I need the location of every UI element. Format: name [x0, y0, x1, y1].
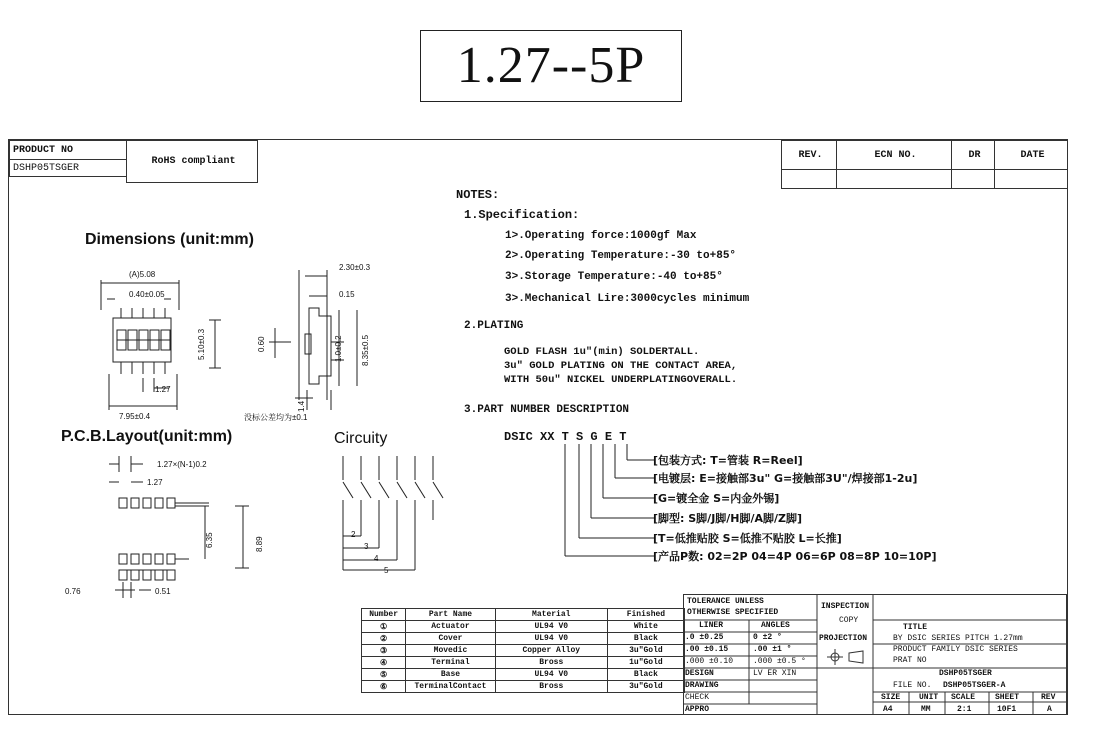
dimensions-drawing [69, 250, 369, 430]
bom-row [362, 681, 685, 693]
plating-line-3: WITH 50u" NICKEL UNDERPLATINGOVERALL. [504, 374, 738, 386]
rev-value-block: A [1047, 705, 1052, 714]
bom-finished: Black [607, 633, 684, 645]
part-title: 1.27--5P [420, 30, 682, 102]
size-value: A4 [883, 705, 893, 714]
dr-label: DR [951, 140, 995, 170]
pn-actuator-type: [T=低推贴胶 S=低推不贴胶 L=长推] [653, 532, 842, 545]
bom-number: ⑤ [362, 669, 406, 681]
dimensions-heading: Dimensions (unit:mm) [85, 231, 254, 248]
date-value [994, 169, 1068, 189]
rev-value [781, 169, 837, 189]
pcb-635-label: 6.35 [205, 532, 214, 548]
title-label: TITLE [903, 623, 928, 632]
scale-value: 2:1 [957, 705, 972, 714]
drawing-sheet [8, 139, 1068, 715]
bom-row [362, 633, 685, 645]
bom-row [362, 657, 685, 669]
unit-label: UNIT [919, 693, 939, 702]
dr-value [951, 169, 995, 189]
plating-title: 2.PLATING [464, 320, 524, 332]
title-line-2: PRODUCT FAMILY DSIC SERIES [893, 645, 1018, 654]
pcb-076-label: 0.76 [65, 587, 81, 596]
tolerance-liner-label: LINER [699, 621, 724, 630]
circ-5-label: 5 [384, 566, 389, 575]
prat-no-label: PRAT NO [893, 656, 927, 665]
bom-part-name: Cover [406, 633, 495, 645]
rev-label: REV. [781, 140, 837, 170]
bom-part-name: Actuator [406, 621, 495, 633]
dim-510-label: 5.10±0.3 [197, 328, 206, 360]
size-label: SIZE [881, 693, 901, 702]
bom-number: ④ [362, 657, 406, 669]
tolerance-angle-3: .000 ±0.5 ° [753, 657, 806, 666]
tolerance-angle-2: .00 ±1 ° [753, 645, 792, 654]
tolerance-angle-1: 0 ±2 ° [753, 633, 782, 642]
pn-pin-count: [产品P数: 02=2P 04=4P 06=6P 08=8P 10=10P] [653, 550, 937, 563]
bom-number: ⑥ [362, 681, 406, 693]
tolerance-title-2: OTHERWISE SPECIFIED [687, 608, 779, 617]
check-label: CHECK [685, 693, 710, 702]
circ-3-label: 3 [364, 542, 369, 551]
bom-finished: 1u"Gold [607, 657, 684, 669]
pcb-layout-drawing [59, 450, 259, 610]
pn-plating-layer: [电镀层: E=接触部3u" G=接触部3U"/焊接部1-2u] [653, 472, 918, 485]
pn-packaging: [包装方式: T=管装 R=Reel] [653, 454, 803, 467]
pn-pin-type: [脚型: S脚/J脚/H脚/A脚/Z脚] [653, 512, 803, 525]
bom-material: UL94 V0 [495, 621, 607, 633]
ecn-value [836, 169, 952, 189]
sheet-label: SHEET [995, 693, 1020, 702]
inspection-label: INSPECTION [821, 602, 870, 611]
sheet-value: 10F1 [997, 705, 1017, 714]
tolerance-liner-3: .000 ±0.10 [685, 657, 734, 666]
file-no-label: FILE NO. [893, 681, 932, 690]
inspection-copy: COPY [839, 616, 859, 625]
bom-table [361, 608, 685, 693]
unit-value: MM [921, 705, 931, 714]
dim-230-label: 2.30±0.3 [339, 263, 371, 272]
spec-item-2: 2>.Operating Temperature:-30 to+85° [505, 250, 737, 262]
dim-127-label: 1.27 [155, 385, 171, 394]
pcb-051-label: 0.51 [155, 587, 171, 596]
plating-line-1: GOLD FLASH 1u"(min) SOLDERTALL. [504, 346, 700, 358]
bom-header-row [362, 609, 685, 621]
bom-header-number: Number [362, 609, 406, 621]
bom-header-material: Material [495, 609, 607, 621]
product-no-value: DSHP05TSGER [9, 159, 127, 177]
bom-header-finished: Finished [607, 609, 684, 621]
appro-label: APPRO [685, 705, 710, 714]
bom-material: Copper Alloy [495, 645, 607, 657]
pcb-layout-heading: P.C.B.Layout(unit:mm) [61, 428, 233, 445]
dim-835-label: 8.35±0.5 [361, 334, 370, 366]
drawing-label: DRAWING [685, 681, 719, 690]
ecn-label: ECN NO. [836, 140, 952, 170]
notes-title: NOTES: [456, 188, 500, 202]
tolerance-liner-1: .0 ±0.25 [685, 633, 724, 642]
prat-no-value: DSHP05TSGER [939, 669, 992, 678]
bom-material: Bross [495, 681, 607, 693]
bom-row [362, 645, 685, 657]
dim-015-label: 0.15 [339, 290, 355, 299]
projection-label: PROJECTION [819, 634, 868, 643]
pcb-127-label: 1.27 [147, 478, 163, 487]
plating-line-2: 3u" GOLD PLATING ON THE CONTACT AREA, [504, 360, 738, 372]
rohs-label: RoHS compliant [126, 140, 258, 183]
design-label: DESIGN [685, 669, 714, 678]
bom-finished: Black [607, 669, 684, 681]
bom-row [362, 621, 685, 633]
bom-number: ① [362, 621, 406, 633]
tolerance-title-1: TOLERANCE UNLESS [687, 597, 764, 606]
product-no-label: PRODUCT NO [9, 140, 127, 160]
circuity-drawing [329, 452, 449, 582]
bom-material: UL94 V0 [495, 669, 607, 681]
bom-header-part-name: Part Name [406, 609, 495, 621]
tolerance-angles-label: ANGLES [761, 621, 790, 630]
pcb-127n-label: 1.27×(N-1)0.2 [157, 460, 207, 469]
dim-a-label: (A)5.08 [129, 270, 156, 279]
spec-item-3: 3>.Storage Temperature:-40 to+85° [505, 271, 723, 283]
bom-number: ② [362, 633, 406, 645]
scale-label: SCALE [951, 693, 976, 702]
bom-finished: White [607, 621, 684, 633]
bom-material: Bross [495, 657, 607, 669]
dim-14-label: 1.4 [297, 400, 306, 412]
bom-number: ③ [362, 645, 406, 657]
bom-finished: 3u"Gold [607, 645, 684, 657]
date-label: DATE [994, 140, 1068, 170]
designer-name: LV ER XIN [753, 669, 797, 678]
bom-row [362, 669, 685, 681]
spec-title: 1.Specification: [464, 208, 580, 222]
dim-10-label: 1.0±0.2 [334, 335, 343, 362]
circuity-heading: Circuity [334, 430, 388, 447]
tolerance-liner-2: .00 ±0.15 [685, 645, 729, 654]
circ-4-label: 4 [374, 554, 379, 563]
bom-part-name: Movedic [406, 645, 495, 657]
bom-part-name: Terminal [406, 657, 495, 669]
pcb-889-label: 8.89 [255, 536, 264, 552]
bom-part-name: Base [406, 669, 495, 681]
dim-060-label: 0.60 [257, 336, 266, 352]
rev-block-label: REV [1041, 693, 1056, 702]
tolerance-note: 没标公差均为±0.1 [244, 413, 308, 422]
dim-795-label: 7.95±0.4 [119, 412, 151, 421]
pn-gold-option: [G=镀全金 S=内金外锡] [653, 492, 780, 505]
spec-item-4: 3>.Mechanical Lire:3000cycles minimum [505, 293, 750, 305]
bom-part-name: TerminalContact [406, 681, 495, 693]
part-number-code: DSIC XX T S G E T [504, 430, 627, 444]
dim-040-label: 0.40±0.05 [129, 290, 165, 299]
bom-finished: 3u"Gold [607, 681, 684, 693]
file-no-value: DSHP05TSGER-A [943, 681, 1006, 690]
circ-2-label: 2 [351, 530, 356, 539]
title-line-1: BY DSIC SERIES PITCH 1.27mm [893, 634, 1023, 643]
spec-item-1: 1>.Operating force:1000gf Max [505, 230, 697, 242]
bom-material: UL94 V0 [495, 633, 607, 645]
part-number-title: 3.PART NUMBER DESCRIPTION [464, 404, 630, 416]
